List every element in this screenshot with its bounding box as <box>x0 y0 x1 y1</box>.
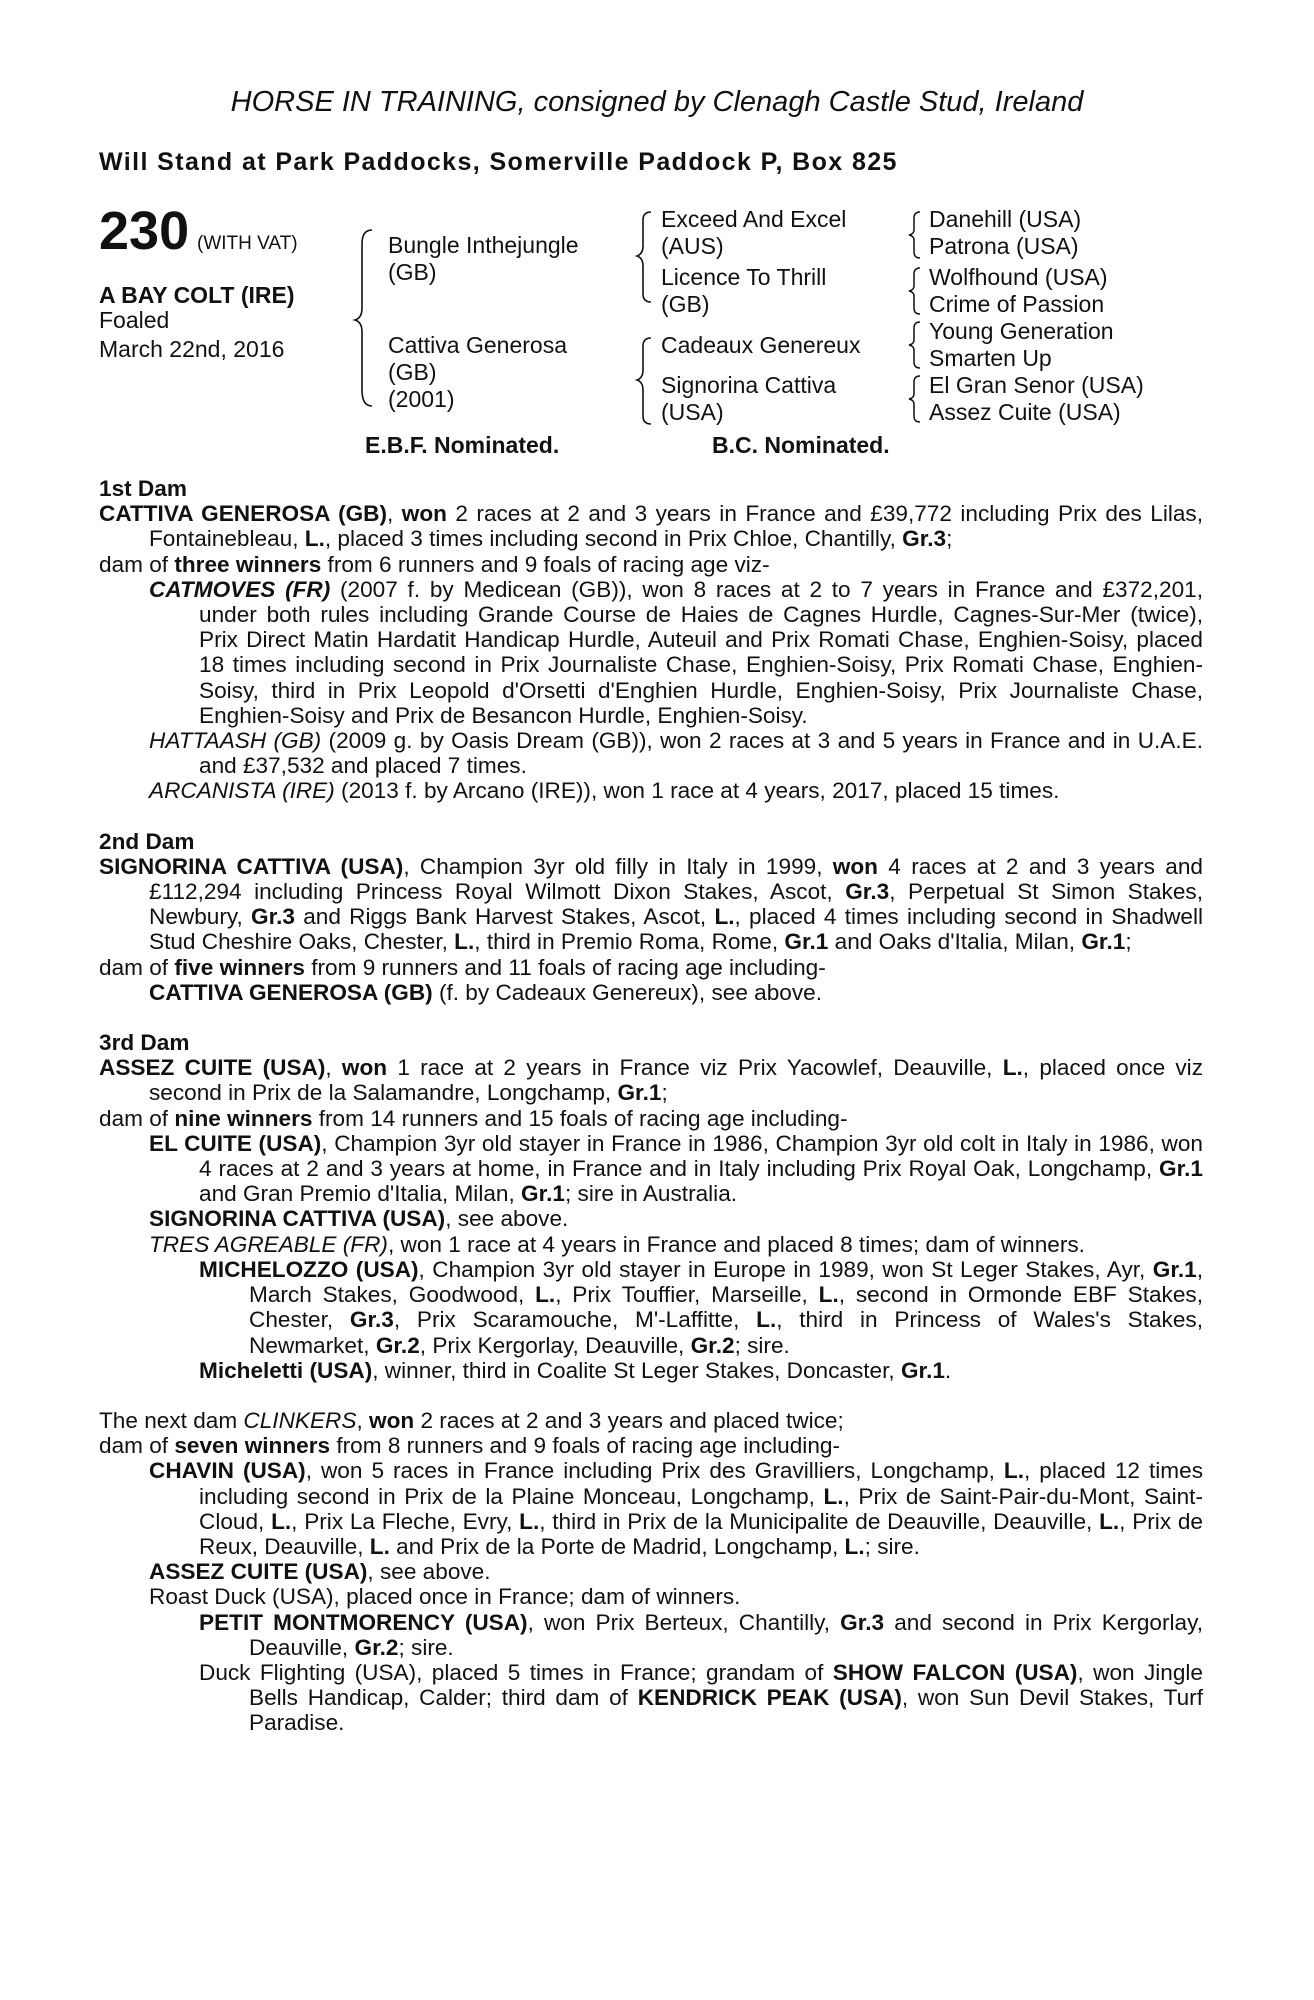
sire-dam-country: (GB) <box>661 291 710 317</box>
g3-assez-cuite: Assez Cuite (USA) <box>929 399 1121 425</box>
dam-sire-name: Cadeaux Genereux <box>661 332 861 358</box>
pedigree-brace-main <box>352 222 382 412</box>
produce-signorina-cattiva: SIGNORINA CATTIVA (USA), see above. <box>149 1206 569 1232</box>
first-dam-name: CATTIVA GENEROSA (GB) <box>99 501 388 527</box>
produce-michelozzo: MICHELOZZO (USA), Champion 3yr old stayer in Europe in 1989, won St Leger Stakes, Ayr, Gr.1, March Stakes, Goodwood, L., Prix Touffier, Marseille, L., second in Ormonde EBF Stakes, Chester, Gr.3, Prix Scaramouche, M'-Laffitte, L., third in Princess of Wales's Stakes, Newmarket, Gr.2, Prix Kergorlay, Deauville, Gr.2; sire. <box>199 1256 1203 1358</box>
foaled-date: March 22nd, 2016 <box>99 336 285 362</box>
pedigree-brace-g3-4 <box>904 372 924 424</box>
g3-patrona: Patrona (USA) <box>929 233 1079 259</box>
first-dam-won: won <box>401 501 447 527</box>
foaled-label: Foaled <box>99 307 170 333</box>
produce-arcanista: ARCANISTA (IRE) (2013 f. by Arcano (IRE)), won 1 race at 4 years, 2017, placed 15 times. <box>149 778 1060 804</box>
lot-description: A BAY COLT (IRE) <box>99 282 295 308</box>
produce-petit-montmorency: PETIT MONTMORENCY (USA), won Prix Berteux, Chantilly, Gr.3 and second in Prix Kergorlay, Deauville, Gr.2; sire. <box>199 1609 1203 1660</box>
sire-name-text: Bungle Inthejungle <box>388 232 579 258</box>
dam-name-text: Cattiva Generosa <box>388 332 567 358</box>
sire-dam-name: Licence To Thrill <box>661 264 827 290</box>
foaled-info <box>99 306 284 364</box>
family-details <box>99 476 1203 1736</box>
sire-dam <box>661 264 826 318</box>
g3-smarten-up: Smarten Up <box>929 345 1052 371</box>
second-dam-record: SIGNORINA CATTIVA (USA), Champion 3yr old filly in Italy in 1999, won 4 races at 2 and 3 years and £112,294 including Princess Royal Wilmott Dixon Stakes, Ascot, Gr.3, Perpetual St Simon Stakes, Newbury, Gr.3 and Riggs Bank Harvest Stakes, Ascot, L., placed 4 times including second in Shadwell Stud Cheshire Oaks, Chester, L., third in Premio Roma, Rome, Gr.1 and Oaks d'Italia, Milan, Gr.1; <box>99 853 1204 955</box>
produce-duck-flighting: Duck Flighting (USA), placed 5 times in France; grandam of SHOW FALCON (USA), won Jingle Bells Handicap, Calder; third dam of KENDRICK PEAK (USA), won Sun Devil Stakes, Turf Paradise. <box>199 1659 1203 1736</box>
dam-country: (GB) <box>388 359 437 385</box>
sire-sire <box>661 206 846 260</box>
pedigree-brace-g3-1 <box>904 208 924 260</box>
first-dam-produce-summary: dam of three winners from 6 runners and 9 foals of racing age viz- <box>99 551 770 577</box>
first-dam-heading: 1st Dam <box>99 476 187 501</box>
produce-hattaash: HATTAASH (GB) (2009 g. by Oasis Dream (GB)), won 2 races at 3 and 5 years in France and in U.A.E. and £37,532 and placed 7 times. <box>149 728 1203 779</box>
produce-micheletti: Micheletti (USA), winner, third in Coalite St Leger Stakes, Doncaster, Gr.1. <box>199 1357 952 1383</box>
sire-sire-country: (AUS) <box>661 233 724 259</box>
dam-sire <box>661 332 860 359</box>
stabling-location: Will Stand at Park Paddocks, Somerville Paddock P, Box 825 <box>99 148 898 176</box>
produce-cattiva-generosa: CATTIVA GENEROSA (GB) (f. by Cadeaux Genereux), see above. <box>149 979 823 1005</box>
next-dam-record: The next dam CLINKERS, won 2 races at 2 and 3 years and placed twice; <box>99 1407 844 1433</box>
first-dam-record: CATTIVA GENEROSA (GB), won 2 races at 2 and 3 years in France and £39,772 including Prix des Lilas, Fontainebleau, L., placed 3 times including second in Prix Chloe, Chantilly, Gr.3; <box>99 501 1204 552</box>
produce-chavin: CHAVIN (USA), won 5 races in France including Prix des Gravilliers, Longchamp, L., placed 12 times including second in Prix de la Plaine Monceau, Longchamp, L., Prix de Saint-Pair-du-Mont, Saint-Cloud, L., Prix La Fleche, Evry, L., third in Prix de la Municipalite de Deauville, Deauville, L., Prix de Reux, Deauville, L. and Prix de la Porte de Madrid, Longchamp, L.; sire. <box>149 1458 1203 1559</box>
dam-dam-name: Signorina Cattiva <box>661 372 837 398</box>
third-dam-record: ASSEZ CUITE (USA), won 1 race at 2 years in France viz Prix Yacowlef, Deauville, L., placed once viz second in Prix de la Salamandre, Longchamp, Gr.1; <box>99 1055 1203 1106</box>
third-dam-heading: 3rd Dam <box>99 1030 190 1056</box>
third-dam-name: ASSEZ CUITE (USA) <box>99 1055 326 1081</box>
dam-dam <box>661 372 836 426</box>
dam-year: (2001) <box>388 386 455 412</box>
pedigree-brace-sire <box>633 206 657 310</box>
sire-country: (GB) <box>388 259 437 285</box>
pedigree-brace-g3-2 <box>904 264 924 316</box>
g3-danehill: Danehill (USA) <box>929 206 1082 232</box>
g3-young-generation: Young Generation <box>929 318 1114 344</box>
third-dam-produce-summary: dam of nine winners from 14 runners and 15 foals of racing age including- <box>99 1105 848 1131</box>
produce-assez-cuite: ASSEZ CUITE (USA), see above. <box>149 1559 491 1585</box>
sire-name <box>388 232 579 286</box>
produce-tres-agreable: TRES AGREABLE (FR), won 1 race at 4 years in France and placed 8 times; dam of winners. <box>149 1231 1085 1257</box>
dam-dam-country: (USA) <box>661 399 724 425</box>
g3-crime-of-passion: Crime of Passion <box>929 291 1105 317</box>
lot-number: 230 <box>99 201 190 261</box>
produce-el-cuite: EL CUITE (USA), Champion 3yr old stayer in France in 1986, Champion 3yr old colt in Italy in 1986, won 4 races at 2 and 3 years at home, in France and in Italy including Prix Royal Oak, Longchamp, Gr.1 and Gran Premio d'Italia, Milan, Gr.1; sire in Australia. <box>149 1130 1203 1207</box>
g3-el-gran-senor: El Gran Senor (USA) <box>929 372 1144 398</box>
pedigree-brace-g3-3 <box>904 318 924 370</box>
consignor-title: HORSE IN TRAINING, consigned by Clenagh Castle Stud, Ireland <box>230 86 1084 118</box>
next-dam-produce-summary: dam of seven winners from 8 runners and 9 foals of racing age including- <box>99 1433 840 1459</box>
second-dam-heading: 2nd Dam <box>99 828 195 854</box>
sire-sire-name: Exceed And Excel <box>661 206 847 232</box>
second-dam-name: SIGNORINA CATTIVA (USA) <box>99 853 404 879</box>
produce-catmoves: CATMOVES (FR) (2007 f. by Medicean (GB)), won 8 races at 2 to 7 years in France and £372,201, under both rules including Grande Course de Haies de Cagnes Hurdle, Cagnes-Sur-Mer (twice), Prix Direct Matin Hardatit Handicap Hurdle, Auteuil and Prix Romati Chase, Enghien-Soisy, placed 18 times including second in Prix Journaliste Chase, Enghien-Soisy, Prix Romati Chase, Enghien-Soisy, third in Prix Leopold d'Orsetti d'Enghien Hurdle, Enghien-Soisy, Prix Journaliste Chase, Enghien-Soisy and Prix de Besancon Hurdle, Enghien-Soisy. <box>149 576 1203 728</box>
pedigree-brace-dam <box>633 332 657 432</box>
dam-name <box>388 332 567 413</box>
bc-nomination: B.C. Nominated. <box>712 432 890 458</box>
vat-note: (WITH VAT) <box>197 233 298 254</box>
second-dam-produce-summary: dam of five winners from 9 runners and 11 foals of racing age including- <box>99 954 826 980</box>
g3-wolfhound: Wolfhound (USA) <box>929 264 1108 290</box>
produce-roast-duck: Roast Duck (USA), placed once in France; dam of winners. <box>149 1584 741 1610</box>
ebf-nomination: E.B.F. Nominated. <box>365 432 560 458</box>
